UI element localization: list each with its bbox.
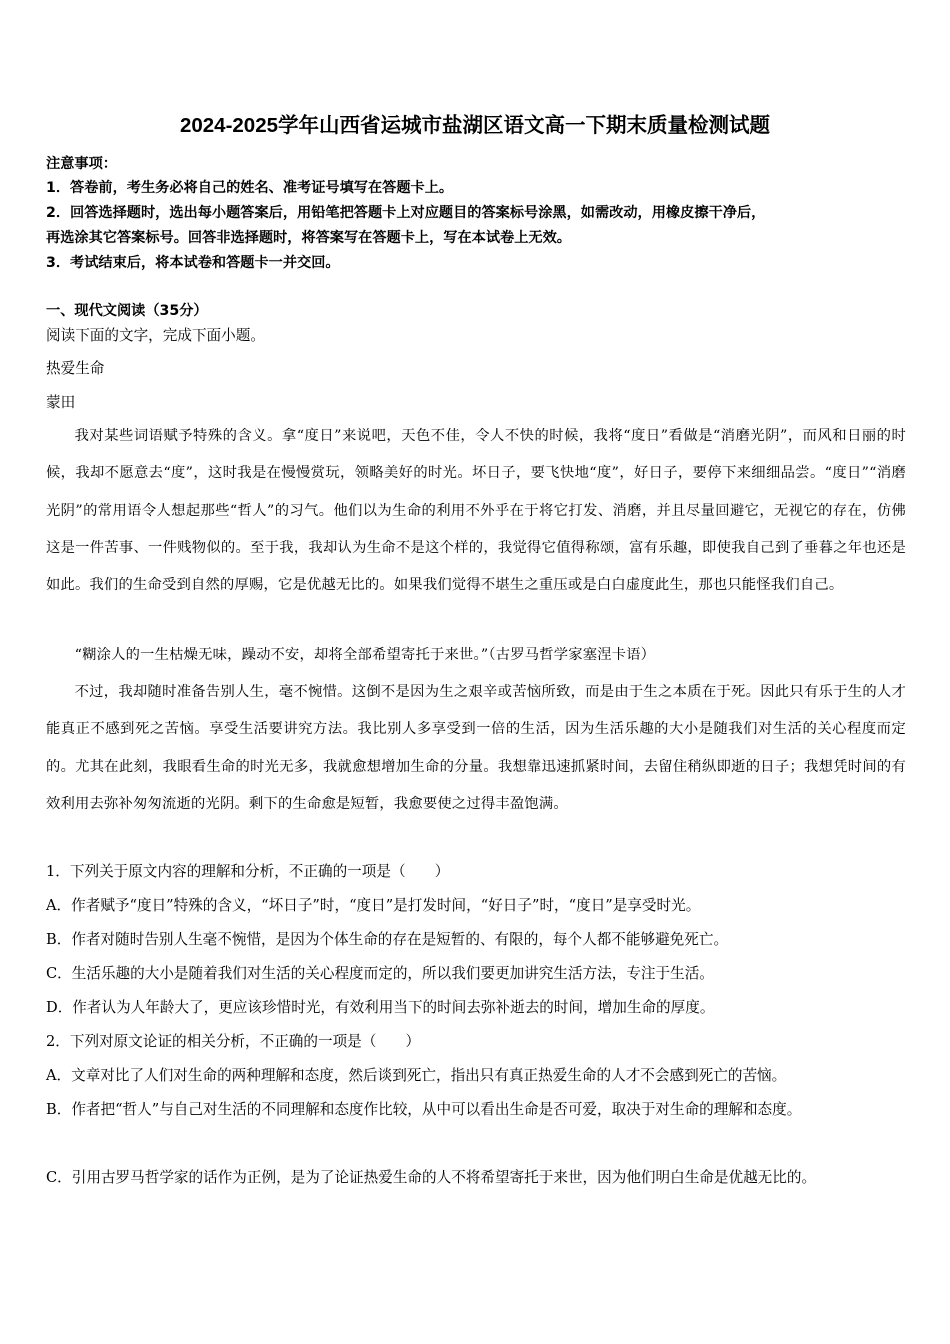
exam-title: 2024-2025学年山西省运城市盐湖区语文高一下期末质量检测试题 <box>179 114 771 137</box>
notice-item: 1．答卷前，考生务必将自己的姓名、准考证号填写在答题卡上。 <box>46 180 454 196</box>
question-option: A．作者赋予“度日”特殊的含义，“坏日子”时，“度日”是打发时间，“好日子”时，“度日”是享受时光。 <box>46 897 701 914</box>
notice-item: 再选涂其它答案标号。回答非选择题时，将答案写在答题卡上，写在本试卷上无效。 <box>46 230 571 246</box>
question-stem: 1．下列关于原文内容的理解和分析，不正确的一项是（ ） <box>46 863 450 880</box>
question-option: B．作者把“哲人”与自己对生活的不同理解和态度作比较，从中可以看出生命是否可爱，取决于对生命的理解和态度。 <box>46 1101 802 1118</box>
notice-item: 2．回答选择题时，选出每小题答案后，用铅笔把答题卡上对应题目的答案标号涂黑，如需改动，用橡皮擦干净后， <box>46 205 766 221</box>
question-stem: 2．下列对原文论证的相关分析，不正确的一项是（ ） <box>46 1033 421 1050</box>
notice-heading: 注意事项： <box>46 156 117 172</box>
article-paragraph: 我对某些词语赋予特殊的含义。拿“度日”来说吧，天色不佳，令人不快的时候，我将“度日”看做是“消磨光阴”，而风和日丽的时候，我却不愿意去“度”，这时我是在慢慢赏玩，领略美好的时光。坏日子，要飞快地“度”，好日子，要停下来细细品尝。“度日”“消磨光阴”的常用语令人想起那些“哲人”的习气。他们以为生命的利用不外乎在于将它打发、消磨，并且尽量回避它，无视它的存在，仿佛这是一件苦事、一件贱物似的。至于我，我却认为生命不是这个样的，我觉得它值得称颂，富有乐趣，即使我自己到了垂暮之年也还是如此。我们的生命受到自然的厚赐，它是优越无比的。如果我们觉得不堪生之重压或是白白虚度此生，那也只能怪我们自己。 <box>46 428 906 594</box>
question-option: C．生活乐趣的大小是随着我们对生活的关心程度而定的，所以我们要更加讲究生活方法，专注于生活。 <box>46 965 714 982</box>
notice-item: 3．考试结束后，将本试卷和答题卡一并交回。 <box>46 255 340 271</box>
question-option: B．作者对随时告别人生毫不惋惜，是因为个体生命的存在是短暂的、有限的，每个人都不能够避免死亡。 <box>46 931 729 948</box>
article-quote: “糊涂人的一生枯燥无味，躁动不安，却将全部希望寄托于来世。”（古罗马哲学家塞涅卡语） <box>74 647 656 663</box>
section-instruction: 阅读下面的文字，完成下面小题。 <box>46 327 265 344</box>
article-title: 热爱生命 <box>46 360 105 377</box>
question-option: A．文章对比了人们对生命的两种理解和态度，然后谈到死亡，指出只有真正热爱生命的人才不会感到死亡的苦恼。 <box>46 1067 787 1084</box>
article-paragraph: 不过，我却随时准备告别人生，毫不惋惜。这倒不是因为生之艰辛或苦恼所致，而是由于生之本质在于死。因此只有乐于生的人才能真正不感到死之苦恼。享受生活要讲究方法。我比别人多享受到一倍的生活，因为生活乐趣的大小是随我们对生活的关心程度而定的。尤其在此刻，我眼看生命的时光无多，我就愈想增加生命的分量。我想靠迅速抓紧时间，去留住稍纵即逝的日子；我想凭时间的有效利用去弥补匆匆流逝的光阴。剩下的生命愈是短暂，我愈要使之过得丰盈饱满。 <box>46 684 906 812</box>
section-heading: 一、现代文阅读（35分） <box>46 303 208 319</box>
article-author: 蒙田 <box>46 394 76 411</box>
question-option: D．作者认为人年龄大了，更应该珍惜时光，有效利用当下的时间去弥补逝去的时间，增加生命的厚度。 <box>46 999 715 1016</box>
question-option: C．引用古罗马哲学家的话作为正例，是为了论证热爱生命的人不将希望寄托于来世，因为他们明白生命是优越无比的。 <box>46 1169 817 1186</box>
